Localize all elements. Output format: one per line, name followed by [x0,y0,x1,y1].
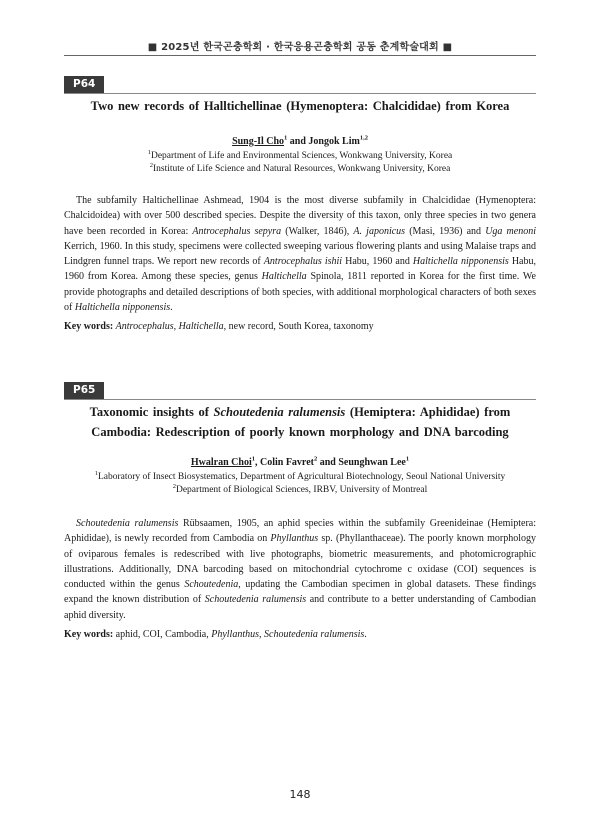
keywords: Key words: aphid, COI, Cambodia, Phyllanthus, Schoutedenia ralumensis. [64,629,367,640]
author-name: Sung-Il Cho [232,136,285,147]
affiliation: $^2$Institute of Life Science and Natural Resources, Wonkwang University, Korea [149,161,451,174]
abstract-title: Two new records of Halltichellinae (Hymenoptera: Chalcididae) from Korea [90,99,510,113]
author-name: Seunghwan Lee [338,457,406,468]
badge-rule [64,93,536,94]
abstract-title: Taxonomic insights of Schoutedenia ralumensis (Hemiptera: Aphididae) from Cambodia: Redescription of poorly known morphology and DNA barcoding [89,405,511,439]
badge-rule [64,399,536,400]
abstract-code-badge: P64 [64,76,104,93]
author-name: Hwalran Choi [190,457,252,468]
author-list: Hwalran Choi$^1$, Colin Favret$^2$ and Seunghwan Lee$^1$ [190,455,410,468]
running-header: ■ 2025년 한국곤충학회 · 한국응용곤충학회 공동 춘계학술대회 ■ [147,42,453,53]
keywords: Key words: Antrocephalus, Haltichella, new record, South Korea, taxonomy [64,321,374,332]
affiliation-list [64,150,536,176]
affiliation: $^2$Department of Biological Sciences, IRBV, University of Montreal [172,482,428,495]
affiliation-list [64,471,536,497]
header-rule [64,55,536,56]
abstract-body: Schoutedenia ralumensis Rübsaamen, 1905, an aphid species within the subfamily Greenideinae (Hemiptera: Aphididae), is newly recorded from Cambodia on Phyllanthus sp. (Phyllanthaceae). The poorly known morphology of oviparous females is redescribed with live photographs, biometric measurements, and photomicrographic illustrations. Additionally, DNA barcoding based on mitochondrial cytochrome c oxidase (COI) sequences is conducted within the genus Schoutedenia, updating the Cambodian specimen in global datasets. These findings expand the known distribution of Schoutedenia ralumensis and contribute to a better understanding of Cambodian aphid diversity. [64,518,537,621]
affiliation: $^1$Department of Life and Environmental Sciences, Wonkwang University, Korea [147,148,453,161]
abstract-code-badge: P65 [64,382,104,399]
author-name: Colin Favret [259,457,314,468]
author-name: Jongok Lim [308,136,360,147]
page-number: 148 [289,788,311,801]
abstract-body: The subfamily Haltichellinae Ashmead, 1904 is the most diverse subfamily in Chalcididae (Hymenoptera: Chalcidoidea) with over 500 described species. Despite the diversity of this taxon, only three species in two genera have been recorded in Korea: Antrocephalus sepyra (Walker, 1846), A. japonicus (Masi, 1936) and Uga menoni Kerrich, 1960. In this study, specimens were collected sweeping various flowering plants and using Malaise traps and Lindgren funnel traps. We report new records of Antrocephalus ishii Habu, 1960 and Haltichella nipponensis Habu, 1960 from Korea. Among these species, genus Haltichella Spinola, 1811 reported in Korea for the first time. We provide photographs and detailed descriptions of both species, with additional morphological characters of both sexes of Haltichella nipponensis. [64,195,536,314]
affiliation: $^1$Laboratory of Insect Biosystematics, Department of Agricultural Biotechnology, Seoul National University [94,469,506,482]
author-list: Sung-Il Cho$^1$ and Jongok Lim$^{1,2}$ [232,134,368,147]
